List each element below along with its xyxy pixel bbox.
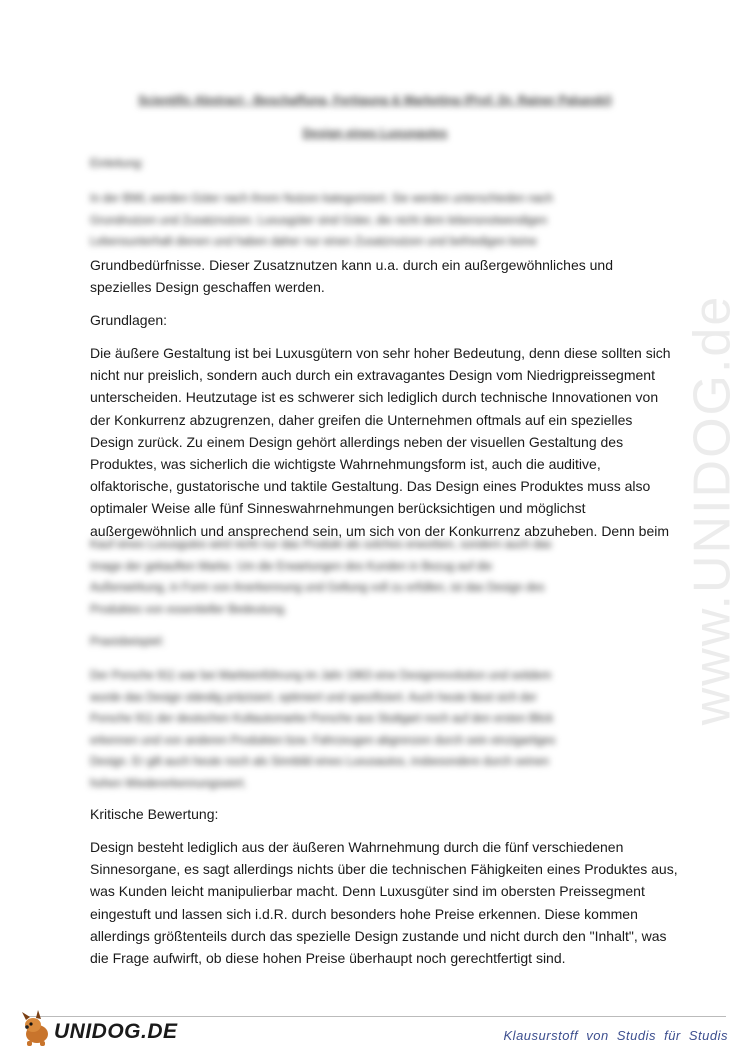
text-line: Kauf eines Luxusgutes wird nicht nur das Produkt als solches erworben, sondern auch das (90, 539, 552, 551)
text-line: Porsche 911 der deutschen Kultautomarke Porsche aus Stuttgart noch auf den ersten Blick (90, 713, 554, 725)
watermark (682, 290, 742, 730)
text-line: wurde das Design ständig präzisiert, optimiert und spezifiziert. Auch heute lässt sich der (90, 691, 537, 704)
text-line: Design. Er gilt auch heute noch als Sinnbild eines Luxusautos, insbesondere durch seinen (90, 756, 550, 768)
text-line: nicht nur preislich, sondern auch durch ein extravagantes Design vom Niedrigpreissegment (90, 367, 655, 384)
text-line: eingestuft und lassen sich i.d.R. durch besonders hohe Preise erkennen. Diese kommen (90, 905, 638, 922)
intro-blurred-paragraph (90, 189, 665, 254)
document-title: Scientific Abstract - Beschaffung, Fertigung & Marketing (Prof. Dr. Rainer Palupski) (138, 93, 612, 107)
text-line: In der BWL werden Güter nach ihrem Nutzen kategorisiert. Sie werden unterschieden nach (90, 193, 554, 205)
text-line: Grundbedürfnisse. Dieser Zusatznutzen kann u.a. durch ein außergewöhnliches und (90, 257, 613, 273)
text-line: Image der gekauften Marke. Um die Erwartungen des Kunden in Bezug auf die (90, 560, 493, 573)
text-line: Der Porsche 911 war bei Markteinführung im Jahr 1963 eine Designrevolution und seitdem (90, 670, 552, 682)
text-line: Die äußere Gestaltung ist bei Luxusgütern von sehr hoher Bedeutung, denn diese sollten sich (90, 345, 671, 361)
text-line: Design zurück. Zu einem Design gehört allerdings neben der visuellen Gestaltung des (90, 433, 624, 450)
text-line: Design besteht lediglich aus der äußeren Wahrnehmung durch die fünf verschiedenen (90, 839, 624, 855)
watermark-text: www.UNIDOG.de (683, 294, 741, 726)
text-line: optimaler Weise alle fünf Sinneswahrnehmungen berücksichtigen und möglichst (90, 500, 586, 517)
text-line: der Konkurrenz abzugrenzen, daher greifen die Unternehmen oftmals auf ein spezielles (90, 411, 633, 428)
text-line: Grundnutzen und Zusatznutzen. Luxusgüter sind Güter, die nicht dem lebensnotwendigen (90, 214, 548, 227)
footer-tagline: Klausurstoff von Studis für Studis (503, 1028, 728, 1043)
basics-blurred-paragraph (90, 535, 665, 621)
unidog-logo (18, 1008, 178, 1048)
text-line: was Kunden leicht manipulierbar macht. Denn Luxusgüter sind im obersten Preissegment (90, 883, 645, 900)
text-line: erkennen und von anderen Produkten bzw. Fahrzeugen abgrenzen durch sein einzigartiges (90, 734, 556, 747)
text-line: unterscheiden. Heutzutage ist es schwerer sich lediglich durch technische Innovationen von (90, 389, 659, 406)
basics-clear-paragraph (90, 342, 671, 542)
text-line: Lebensunterhalt dienen und haben daher nur einen Zusatznutzen und befriedigen keine (90, 236, 537, 248)
example-heading: Praxisbeispiel: (90, 636, 165, 648)
basics-heading: Grundlagen: (90, 312, 168, 328)
text-line: die Frage aufwirft, ob diese hohen Preise überhaupt noch gerechtfertigt sind. (90, 950, 566, 967)
document-subtitle: Design eines Luxusgutes (302, 126, 448, 140)
logo-text: UNIDOG.DE (54, 1020, 178, 1043)
text-line: Produktes von essentieller Bedeutung. (90, 603, 287, 616)
text-line: allerdings größtenteils durch das spezielle Design zustande und nicht durch den "Inhalt", was (90, 927, 667, 944)
text-line: spezielles Design geschaffen werden. (90, 279, 325, 296)
text-line: Sinnesorgane, es sagt allerdings nichts über die technischen Fähigkeiten eines Produktes aus, (90, 861, 678, 878)
text-line: Produktes, was sicherlich die wichtigste Wahrnehmungsform ist, auch die auditive, (90, 456, 601, 473)
intro-clear-paragraph (90, 254, 665, 298)
text-line: olfaktorische, gustatorische und taktile Gestaltung. Das Design eines Produktes muss also (90, 478, 651, 495)
text-line: außergewöhnlich und ansprechend sein, um sich von der Konkurrenz abzuheben. Denn beim (90, 522, 670, 539)
example-blurred-paragraph (90, 666, 665, 795)
critique-clear-paragraph (90, 836, 678, 969)
text-line: hohen Wiedererkennungswert. (90, 777, 247, 790)
text-line: Außenwirkung, in Form von Anerkennung und Geltung voll zu erfüllen, ist das Design des (90, 582, 545, 594)
dog-mascot-icon (18, 1008, 58, 1048)
critique-heading: Kritische Bewertung: (90, 806, 219, 822)
intro-heading: Einleitung: (90, 158, 144, 170)
